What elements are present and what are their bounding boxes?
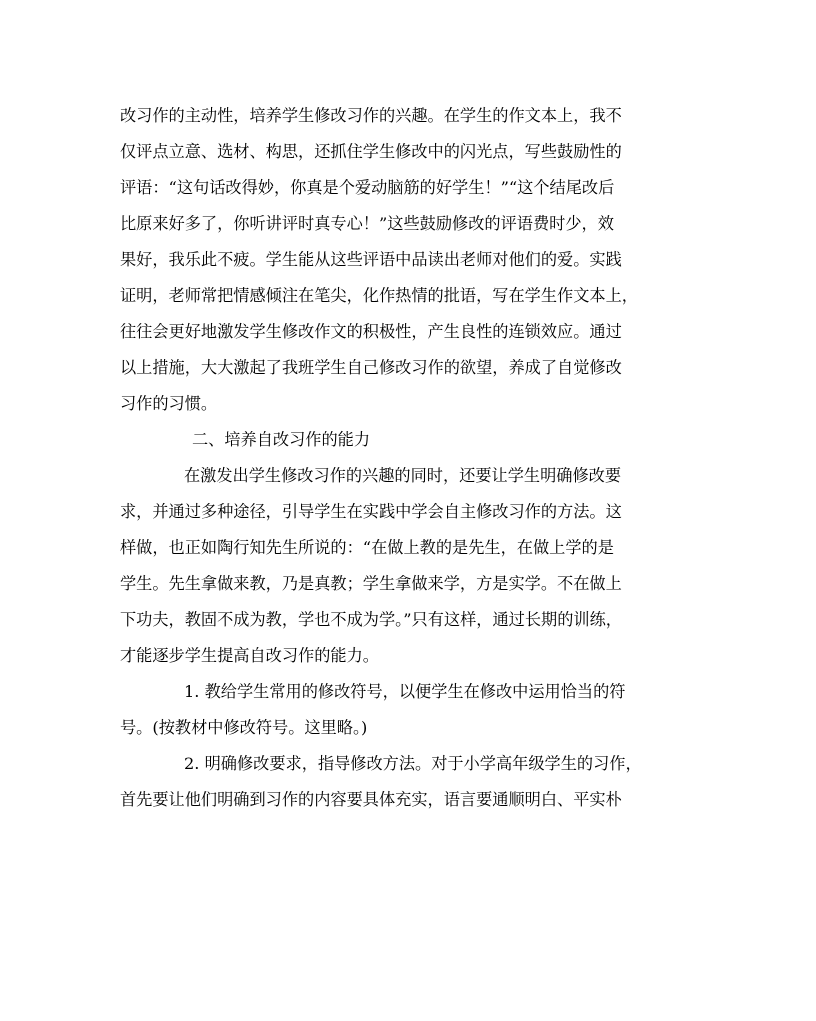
- text-line-14: 学生。先生拿做来教，乃是真教；学生拿做来学，方是实学。不在做上: [120, 574, 622, 593]
- text-line-16: 才能逐步学生提高自改习作的能力。: [120, 646, 379, 665]
- list-item-1-line-1: 1. 教给学生常用的修改符号，以便学生在修改中运用恰当的符: [184, 682, 626, 701]
- list-item-1-line-2: 号。(按教材中修改符号。这里略。): [120, 718, 368, 737]
- text-line-7: 往往会更好地激发学生修改作文的积极性，产生良性的连锁效应。通过: [120, 322, 622, 341]
- list-item-2-line-1: 2. 明确修改要求，指导修改方法。对于小学高年级学生的习作，: [184, 754, 642, 773]
- text-line-3: 评语：“这句话改得妙，你真是个爱动脑筋的好学生！”“这个结尾改后: [120, 178, 615, 197]
- text-line-1: 改习作的主动性，培养学生修改习作的兴趣。在学生的作文本上，我不: [120, 106, 622, 125]
- text-line-6: 证明，老师常把情感倾注在笔尖，化作热情的批语，写在学生作文本上，: [120, 286, 638, 305]
- section-heading: 二、培养自改习作的能力: [192, 430, 371, 449]
- text-line-15: 下功夫，教固不成为教，学也不成为学。”只有这样，通过长期的训练，: [120, 610, 622, 629]
- list-item-2-line-2: 首先要让他们明确到习作的内容要具体充实，语言要通顺明白、平实朴: [120, 790, 622, 809]
- text-line-13: 样做，也正如陶行知先生所说的：“在做上教的是先生，在做上学的是: [120, 538, 614, 557]
- text-line-11: 在激发出学生修改习作的兴趣的同时，还要让学生明确修改要: [184, 466, 622, 485]
- text-line-4: 比原来好多了，你听讲评时真专心！”这些鼓励修改的评语费时少，效: [120, 214, 614, 233]
- text-line-9: 习作的习惯。: [120, 394, 218, 413]
- text-line-12: 求，并通过多种途径，引导学生在实践中学会自主修改习作的方法。这: [120, 502, 622, 521]
- text-line-5: 果好，我乐此不疲。学生能从这些评语中品读出老师对他们的爱。实践: [120, 250, 622, 269]
- text-line-8: 以上措施，大大激起了我班学生自己修改习作的欲望，养成了自觉修改: [120, 358, 622, 377]
- document-body: [120, 98, 696, 818]
- text-line-2: 仅评点立意、选材、构思，还抓住学生修改中的闪光点，写些鼓励性的: [120, 142, 622, 161]
